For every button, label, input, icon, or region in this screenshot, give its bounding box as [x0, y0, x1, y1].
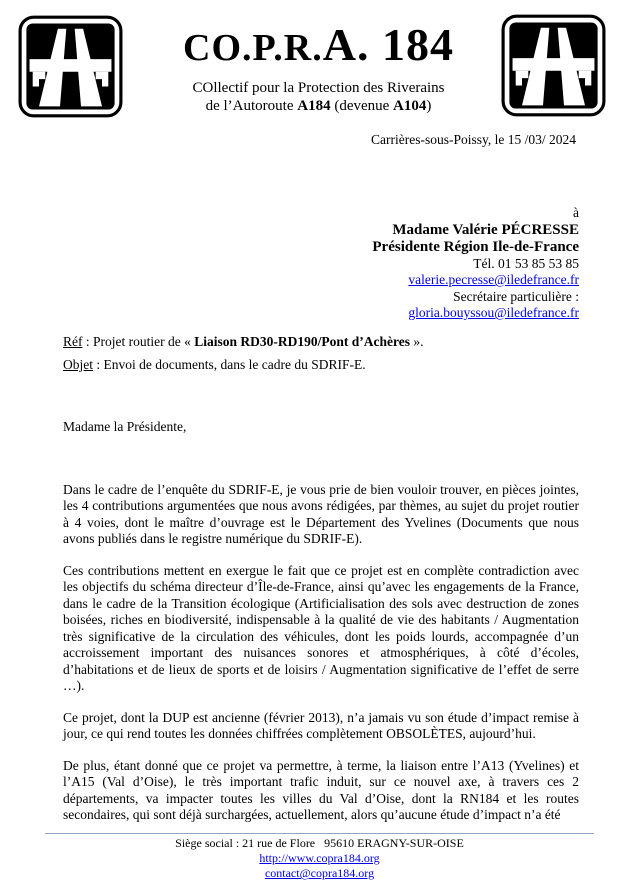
- subtitle-a184: A184: [297, 98, 331, 114]
- recipient-block: [372, 205, 579, 322]
- body-paragraph-4: De plus, étant donné que ce projet va permettre, à terme, la liaison entre l’A13 (Yvelines) et l’A15 (Val d’Oise), le très important trafic induit, sur ce nouvel axe, à travers ces 2 départements, va impacter toutes les villes du Val d’Oise, dont la RN184 et les routes secondaires, qui sont déjà surchargées, actuellement, alors qu’aucune étude d’impact n’a été: [63, 757, 579, 822]
- org-title-part2: A. 184: [322, 19, 454, 70]
- body-paragraph-1: Dans le cadre de l’enquête du SDRIF-E, je vous prie de bien vouloir trouver, en pièces jointes, les 4 contributions argumentées que nous avons rédigées, par thèmes, au sujet du projet routier à 4 voies, dont le maître d’ouvrage est le Département des Yvelines (Documents que nous avons publiés dans le registre numérique du SDRIF-E).: [63, 481, 579, 546]
- ref-label: Réf: [63, 334, 83, 349]
- ref-line: [63, 333, 423, 350]
- recipient-name: Madame Valérie PÉCRESSE: [392, 221, 579, 238]
- letter-body: [63, 419, 579, 839]
- org-title-part1: CO.P.R.: [183, 27, 323, 69]
- body-paragraph-3: Ce projet, dont la DUP est ancienne (février 2013), n’a jamais vu son étude d’impact remise à jour, ce qui rend toutes les données chiffrées complètement OBSOLÈTES, aujourd’hui.: [63, 709, 579, 741]
- ref-text-end: ».: [409, 334, 424, 349]
- objet-line: [63, 356, 423, 373]
- org-subtitle: [130, 79, 507, 115]
- autoroute-pictogram-icon: [501, 12, 606, 119]
- recipient-to: à: [573, 205, 579, 220]
- date-line: Carrières-sous-Poissy, le 15 /03/ 2024: [371, 132, 576, 147]
- body-paragraph-2: Ces contributions mettent en exergue le fait que ce projet est en complète contradiction avec les objectifs du schéma directeur d’Île-de-France, ainsi qu’avec les engagements de la France, dans le cadre de la Transition écologique (Artificialisation des sols avec destruction de zones boisées, riches en biodiversité, indispensable à la qualité de vie des habitants / Augmentation très significative de la circulation des véhicules, dont les poids lourds, accompagnée d’un accroissement important des nuisances sonores et atmosphériques, à côté d’écoles, d’habitations et de lieux de sports et de loisirs / Augmentation significative de l’effet de serre …).: [63, 562, 579, 693]
- salutation: Madame la Présidente,: [63, 419, 187, 434]
- autoroute-pictogram-icon: [18, 13, 123, 120]
- letterhead: [130, 18, 507, 115]
- recipient-role: Présidente Région Ile-de-France: [372, 238, 579, 255]
- org-subtitle-line2: [130, 97, 507, 115]
- subtitle-text: (devenue: [330, 98, 394, 114]
- objet-text: : Envoi de documents, dans le cadre du SDRIF-E.: [93, 357, 366, 372]
- footer-email-link[interactable]: contact@copra184.org: [264, 866, 375, 880]
- subtitle-text: ): [426, 98, 432, 114]
- subtitle-text: de l’Autoroute: [205, 98, 298, 114]
- reference-block: [63, 333, 423, 373]
- recipient-phone: Tél. 01 53 85 53 85: [473, 255, 579, 271]
- org-title: [130, 18, 507, 71]
- org-subtitle-line1: COllectif pour la Protection des Riverains: [192, 80, 445, 96]
- ref-text: : Projet routier de «: [82, 334, 195, 349]
- page-footer: [45, 833, 594, 881]
- footer-address: Siège social : 21 rue de Flore 95610 ERAGNY-SUR-OISE: [175, 836, 464, 850]
- autoroute-sign-icon: [501, 12, 606, 119]
- objet-label: Objet: [63, 357, 93, 372]
- footer-website-link[interactable]: http://www.copra184.org: [259, 851, 380, 865]
- recipient-email-link[interactable]: valerie.pecresse@iledefrance.fr: [408, 272, 579, 287]
- secretary-email-link[interactable]: gloria.bouyssou@iledefrance.fr: [408, 305, 579, 320]
- subtitle-a104: A104: [393, 98, 427, 114]
- autoroute-sign-icon: [18, 13, 123, 120]
- ref-project-name: Liaison RD30-RD190/Pont d’Achères: [194, 334, 410, 349]
- secretary-label: Secrétaire particulière :: [453, 288, 579, 304]
